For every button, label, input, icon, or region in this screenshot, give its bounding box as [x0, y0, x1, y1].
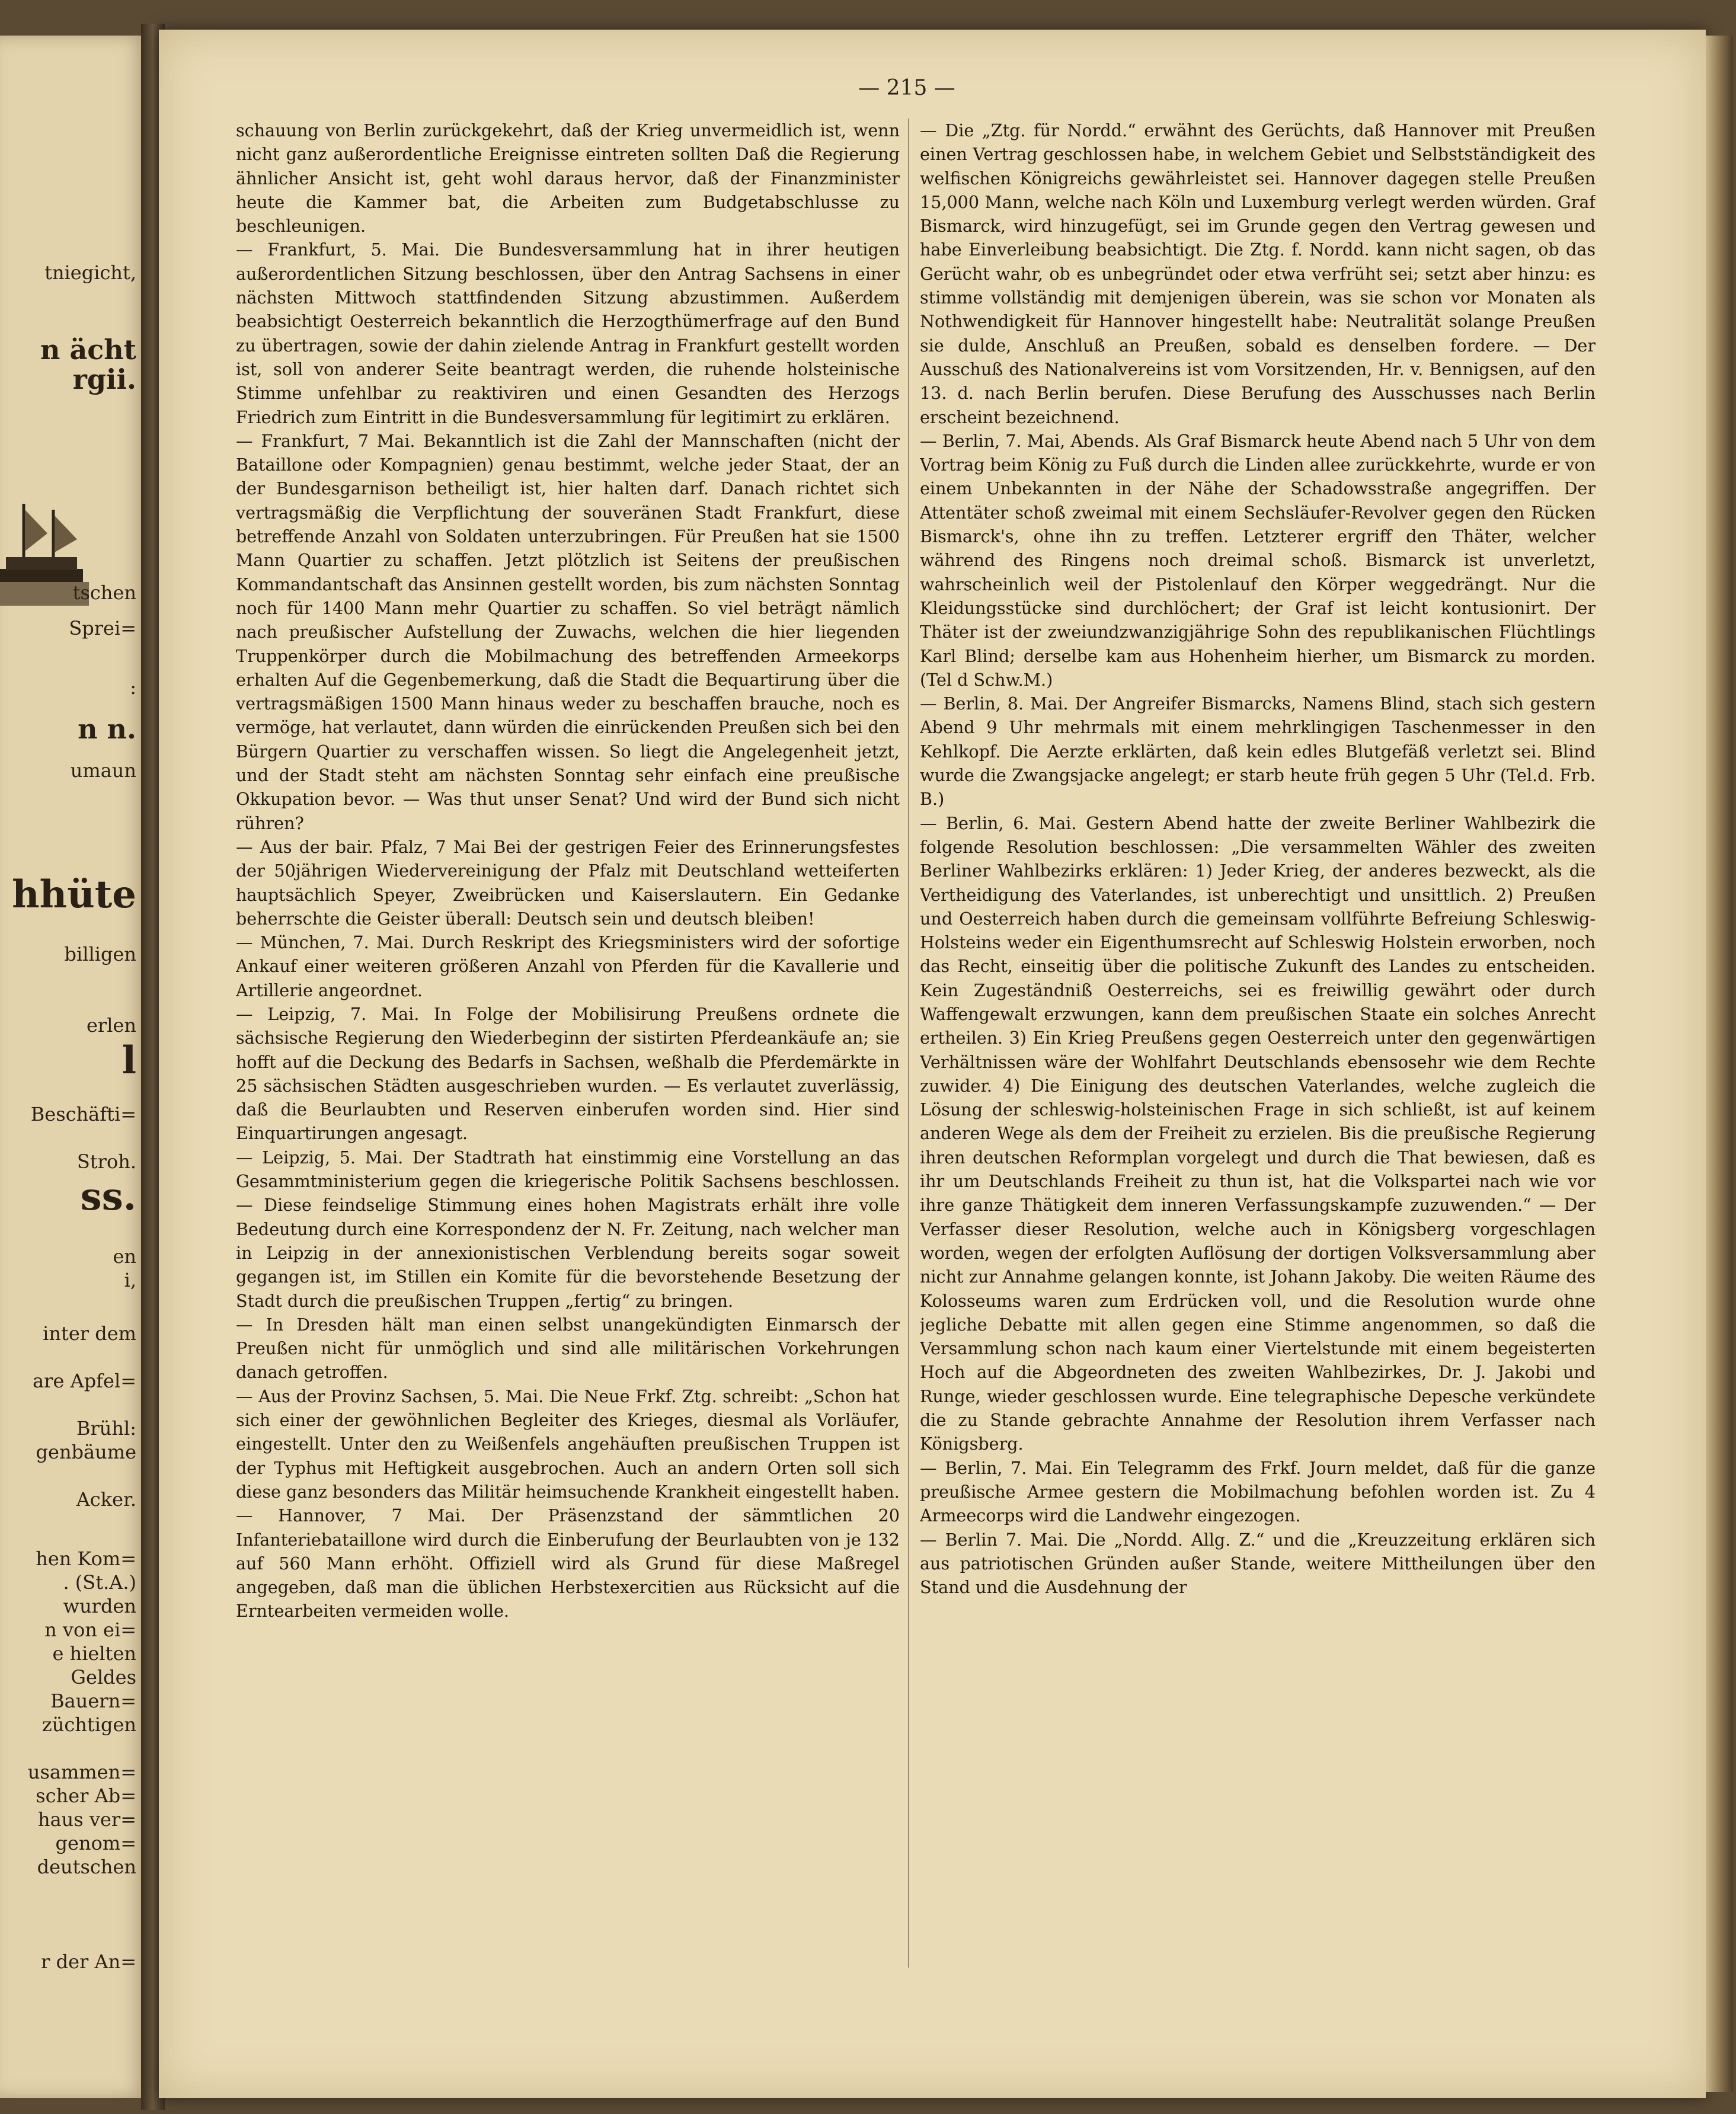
fragment: Sprei= [69, 617, 136, 639]
fragment: deutschen [37, 1856, 136, 1878]
article-paragraph: — Berlin, 7. Mai. Ein Telegramm des Frkf. Journ meldet, daß für die ganze preußische Armee gestern die Mobilmachung befohlen worden ist. Zu 4 Armeecorps wird die Landwehr eingezogen. [920, 1457, 1596, 1526]
fragment: ss. [80, 1175, 136, 1219]
article-paragraph: — Berlin, 6. Mai. Gestern Abend hatte der zweite Berliner Wahlbezirk die folgende Resolution beschlossen: „Die versammelten Wähler des zweiten Berliner Wahlbezirks erklären: 1) Jeder Krieg, der anderes bezweckt, als die Vertheidigung des Vaterlandes, ist unberechtigt und unsittlich. 2) Preußen und Oesterreich haben durch die gemeinsam vollführte Befreiung Schleswig-Holsteins weder ein Eigenthumsrecht auf Schleswig Holstein erworben, noch das Recht, einseitig über die politische Zukunft des Landes zu entscheiden. Kein Zugeständniß Oesterreichs, sei es freiwillig gewährt oder durch Waffengewalt erzwungen, kann dem preußischen Staate ein solches Anrecht ertheilen. 3) Ein Krieg Preußens gegen Oesterreich unter den gegenwärtigen Verhältnissen wäre der Wohlfahrt Deutschlands ebensosehr wie dem Rechte zuwider. 4) Die Einigung des deutschen Vaterlandes, welche zugleich die Lösung der schleswig-holsteinischen Frage in sich schließt, ist auf keinem anderen Wege als dem der Freiheit zu erzielen. Bis die preußische Regierung ihren deutschen Reformplan vorgelegt und durch die That bewiesen, daß es ihr um Deutschlands Freiheit zu thun ist, hat die Volkspartei nach wie vor ihre ganze Thätigkeit dem inneren Verfassungskampfe zuzuwenden.“ — Der Verfasser dieser Resolution, welche auch in Königsberg vorgeschlagen worden, wegen der erfolgten Auflösung der dortigen Volksversammlung aber nicht zur Annahme gelangen konnte, ist Johann Jakoby. Die weiten Räume des Kolosseums waren zum Erdrücken voll, und die Resolution wurde ohne jegliche Debatte mit allen gegen eine Stimme angenommen, so daß die Versammlung schon nach kaum einer Viertelstunde mit einem begeisterten Hoch auf die Abgeordneten des zweiten Wahlbezirkes, Dr. J. Jakobi und Runge, wieder geschlossen wurde. Eine telegraphische Depesche verkündete die zu Stande gebrachte Annahme der Resolution ihrem Verfasser nach Königsberg. [920, 813, 1596, 1454]
fragment: n ächt [40, 334, 136, 366]
fragment: usammen= [27, 1761, 136, 1783]
article-paragraph: — Die „Ztg. für Nordd.“ erwähnt des Gerüchts, daß Hannover mit Preußen einen Vertrag geschlossen habe, in welchem Gebiet und Selbstständigkeit des welfischen Königreichs gewährleistet sei. Hannover dagegen stelle Preußen 15,000 Mann, welche nach Köln und Luxemburg verlegt werden würden. Graf Bismarck, wird hinzugefügt, sei im Grunde gegen den Vertrag gewesen und habe Einverleibung beabsichtigt. Die Ztg. f. Nordd. kann nicht sagen, ob das Gerücht wahr, ob es unbegründet oder etwa verfrüht sei; setzt aber hinzu: es stimme vollständig mit demjenigen überein, was sie schon vor Monaten als Nothwendigkeit für Hannover hingestellt habe: Neutralität solange Preußen sie dulde, Anschluß an Preußen, sobald es denselben fordere. — Der Ausschuß des Nationalvereins ist vom Vorsitzenden, Hr. v. Bennigsen, auf den 13. d. nach Berlin berufen. Diese Berufung des Ausschusses nach Berlin erscheint bezeichnend. [920, 120, 1596, 427]
fragment: tschen [72, 581, 136, 604]
article-paragraph: schauung von Berlin zurückgekehrt, daß der Krieg unvermeidlich ist, wenn nicht ganz außerordentliche Ereignisse eintreten sollten Daß die Regierung ähnlicher Ansicht ist, geht wohl daraus hervor, daß der Finanzminister heute die Kammer bat, die Arbeiten zum Budgetabschlusse zu beschleunigen. [236, 120, 900, 236]
fragment: : [130, 676, 136, 699]
fragment: umaun [70, 759, 136, 782]
article-paragraph: — Berlin, 8. Mai. Der Angreifer Bismarcks, Namens Blind, stach sich gestern Abend 9 Uhr mehrmals mit einem mehrklingigen Taschenmesser in den Kehlkopf. Die Aerzte erklärten, daß kein edles Blutgefäß verletzt sei. Blind wurde die Zwangsjacke angelegt; er starb heute früh gegen 5 Uhr (Tel.d. Frb. B.) [920, 693, 1596, 810]
page-edge [1706, 36, 1733, 2092]
fragment: Acker. [76, 1488, 136, 1511]
fragment: Beschäfti= [30, 1103, 136, 1125]
fragment: n n. [78, 713, 136, 745]
article-paragraph: — München, 7. Mai. Durch Reskript des Kriegsministers wird der sofortige Ankauf einer weiteren größeren Anzahl von Pferden für die Kavallerie und Artillerie angeordnet. [236, 932, 900, 1000]
fragment: are Apfel= [33, 1370, 136, 1392]
facing-page-fragments [0, 261, 140, 2039]
fragment: r der An= [41, 1950, 136, 1973]
fragment: Stroh. [76, 1150, 136, 1173]
article-paragraph: — Hannover, 7 Mai. Der Präsenzstand der sämmtlichen 20 Infanteriebataillone wird durch die Einberufung der Beurlaubten von je 132 auf 560 Mann erhöht. Offiziell wird als Grund für diese Maßregel angegeben, daß man die üblichen Herbstexercitien aus Rücksicht auf die Erntearbeiten vermeiden wolle. [236, 1505, 900, 1622]
fragment: billigen [64, 943, 136, 965]
article-paragraph: — Aus der bair. Pfalz, 7 Mai Bei der gestrigen Feier des Erinnerungsfestes der 50jährigen Wiedervereinigung der Pfalz mit Deutschland wetteiferten hauptsächlich Speyer, Zweibrücken und Kaiserslautern. Ein Gedanke beherrschte die Geister überall: Deutsch sein und deutsch bleiben! [236, 836, 900, 929]
fragment: Bauern= [50, 1690, 136, 1712]
article-paragraph: — Frankfurt, 7 Mai. Bekanntlich ist die Zahl der Mannschaften (nicht der Bataillone oder Kompagnien) genau bestimmt, welche jeder Staat, der an der Bundesgarnison betheiligt ist, hier halten darf. Danach richtet sich vertragsmäßig die Verpflichtung der souveränen Stadt Frankfurt, diese betreffende Anzahl von Soldaten unterzubringen. Für Preußen hat sie 1500 Mann Quartier zu schaffen. Jetzt plötzlich ist Seitens der preußischen Kommandantschaft das Ansinnen gestellt worden, bis zum nächsten Sonntag noch für 1400 Mann mehr Quartier zu schaffen. So viel beträgt nämlich nach preußischer Aufstellung der Zuwachs, welchen die hier liegenden Truppenkörper durch die Mobilmachung des betreffenden Armeekorps erhalten Auf die Gegenbemerkung, daß die Stadt die Bequartirung über die vertragsmäßigen 1500 Mann hinaus weder zu beschaffen brauche, noch es vermöge, hat verlautet, dann würden die einrückenden Preußen sich bei den Bürgern Quartier zu verschaffen wissen. So liegt die Angelegenheit jetzt, und der Stadt steht am nächsten Sonntag sehr einfach eine preußische Okkupation bevor. — Was thut unser Senat? Und wird der Bund sich nicht rühren? [236, 430, 900, 833]
article-paragraph: — Leipzig, 7. Mai. In Folge der Mobilisirung Preußens ordnete die sächsische Regierung den Wiederbeginn der sistirten Pferdeankäufe an; sie hofft auf die Deckung des Bedarfs in Sachsen, weßhalb die Pferdemärkte in 25 sächsischen Städten ausgeschrieben wurden. — Es verlautet zuverlässig, daß die Beurlaubten und Reserven einberufen worden sind. Hier sind Einquartirungen angesagt. [236, 1003, 900, 1144]
left-column [236, 119, 900, 1974]
fragment: Geldes [71, 1666, 136, 1688]
right-column [920, 119, 1596, 1974]
fragment: tniegicht, [44, 261, 136, 284]
fragment: i, [124, 1269, 136, 1291]
fragment: inter dem [43, 1322, 136, 1345]
fragment: e hielten [52, 1642, 136, 1665]
fragment: en [113, 1245, 136, 1268]
article-paragraph: — Aus der Provinz Sachsen, 5. Mai. Die Neue Frkf. Ztg. schreibt: „Schon hat sich einer der gewöhnlichen Begleiter des Krieges, diesmal als Vorläufer, eingestellt. Unter den zu Weißenfels angehäuften preußischen Truppen ist der Typhus mit Heftigkeit ausgebrochen. Auch an andern Orten soll sich diese ganz besonders das Militär heimsuchende Krankheit eingestellt haben. [236, 1386, 900, 1502]
column-divider [908, 119, 909, 1968]
article-paragraph: — In Dresden hält man einen selbst unangekündigten Einmarsch der Preußen nicht für unmöglich und sind alle militärischen Vorkehrungen danach getroffen. [236, 1314, 900, 1383]
facing-page-strip [0, 36, 148, 2098]
fragment: scher Ab= [36, 1784, 136, 1807]
fragment: genom= [55, 1832, 136, 1854]
fragment: Brühl: [76, 1417, 136, 1440]
fragment: rgii. [72, 363, 136, 395]
fragment: erlen [86, 1014, 136, 1037]
fragment: haus ver= [37, 1808, 136, 1831]
article-paragraph: — Leipzig, 5. Mai. Der Stadtrath hat einstimmig eine Vorstellung an das Gesammtministerium gegen die kriegerische Politik Sachsens beschlossen. — Diese feindselige Stimmung eines hohen Magistrats erhält ihre volle Bedeutung durch eine Korrespondenz der N. Fr. Zeitung, nach welcher man in Leipzig in der annexionistischen Verblendung bereits sogar soweit gegangen ist, im Stillen ein Komite für die bevorstehende Besetzung der Stadt durch die preußischen Truppen „fertig“ zu bringen. [236, 1147, 900, 1311]
fragment: n von ei= [44, 1619, 136, 1641]
fragment: züchtigen [41, 1713, 136, 1736]
article-paragraph: — Berlin 7. Mai. Die „Nordd. Allg. Z.“ und die „Kreuzzeitung erklären sich aus patriotischen Gründen außer Stande, weitere Mittheilungen über den Stand und die Ausdehnung der [920, 1529, 1596, 1598]
fragment: . (St.A.) [63, 1571, 136, 1594]
page-number: — 215 — [858, 76, 955, 100]
fragment: hhüte [12, 872, 136, 917]
fragment: hen Kom= [36, 1547, 136, 1570]
fragment: l [122, 1038, 136, 1083]
fragment: genbäume [36, 1441, 136, 1463]
fragment: wurden [63, 1595, 136, 1617]
article-paragraph: — Berlin, 7. Mai, Abends. Als Graf Bismarck heute Abend nach 5 Uhr von dem Vortrag beim König zu Fuß durch die Linden allee zurückkehrte, wurde er von einem Unbekannten in der Nähe der Schadowsstraße angegriffen. Der Attentäter schoß zweimal mit einem Sechsläufer-Revolver gegen den Rücken Bismarck's, ohne ihn zu treffen. Letzterer ergriff den Thäter, welcher während des Ringens noch dreimal schoß. Bismarck ist unverletzt, wahrscheinlich weil der Pistolenlauf den Körper weggedrängt. Nur die Kleidungsstücke sind durchlöchert; der Graf ist leicht kontusionirt. Der Thäter ist der zweiundzwanzigjährige Sohn des republikanischen Flüchtlings Karl Blind; derselbe kam aus Hohenheim hierher, um Bismarck zu morden. (Tel d Schw.M.) [920, 430, 1596, 690]
article-paragraph: — Frankfurt, 5. Mai. Die Bundesversammlung hat in ihrer heutigen außerordentlichen Sitzung beschlossen, über den Antrag Sachsens in einer nächsten Mittwoch stattfindenden Sitzung abzustimmen. Außerdem beabsichtigt Oesterreich bekanntlich die Herzogthümerfrage auf den Bund zu übertragen, sowie der dahin zielende Antrag in Frankfurt gestellt worden ist, soll von anderer Seite beantragt werden, die ruhende holsteinische Stimme unfehlbar zu reaktiviren und einen Gesandten des Herzogs Friedrich zum Eintritt in die Bundesversammlung für legitimirt zu erklären. [236, 239, 900, 427]
